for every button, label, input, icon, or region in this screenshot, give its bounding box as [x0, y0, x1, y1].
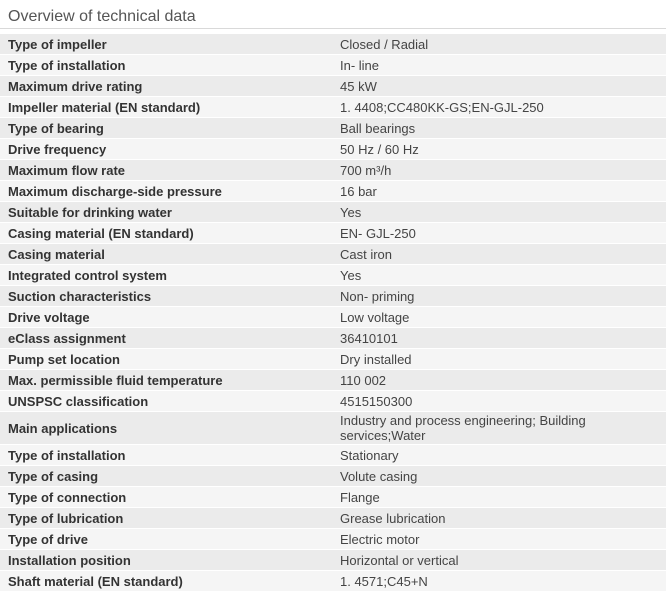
spec-label: Type of lubrication — [0, 508, 332, 529]
spec-label: Type of drive — [0, 529, 332, 550]
spec-label: Type of installation — [0, 55, 332, 76]
spec-label: Drive frequency — [0, 139, 332, 160]
spec-label: Integrated control system — [0, 265, 332, 286]
spec-value: 4515150300 — [332, 391, 666, 412]
spec-label: Type of impeller — [0, 34, 332, 55]
spec-value: Horizontal or vertical — [332, 550, 666, 571]
spec-label: Maximum discharge-side pressure — [0, 181, 332, 202]
table-row — [0, 466, 666, 487]
spec-label: Impeller material (EN standard) — [0, 97, 332, 118]
spec-value: 45 kW — [332, 76, 666, 97]
spec-label: Pump set location — [0, 349, 332, 370]
spec-label: Type of casing — [0, 466, 332, 487]
table-row — [0, 118, 666, 139]
table-row — [0, 97, 666, 118]
spec-value: In- line — [332, 55, 666, 76]
spec-value: EN- GJL-250 — [332, 223, 666, 244]
table-row — [0, 181, 666, 202]
spec-value: Yes — [332, 202, 666, 223]
spec-value: 110 002 — [332, 370, 666, 391]
table-row — [0, 223, 666, 244]
spec-label: Installation position — [0, 550, 332, 571]
spec-value: Non- priming — [332, 286, 666, 307]
table-row — [0, 445, 666, 466]
table-row — [0, 139, 666, 160]
spec-label: Suction characteristics — [0, 286, 332, 307]
table-row — [0, 487, 666, 508]
spec-value: Stationary — [332, 445, 666, 466]
spec-value: Volute casing — [332, 466, 666, 487]
table-row — [0, 391, 666, 412]
spec-label: Maximum drive rating — [0, 76, 332, 97]
spec-value: Dry installed — [332, 349, 666, 370]
table-row — [0, 34, 666, 55]
spec-label: Type of bearing — [0, 118, 332, 139]
spec-value: 700 m³/h — [332, 160, 666, 181]
table-row — [0, 508, 666, 529]
spec-label: Max. permissible fluid temperature — [0, 370, 332, 391]
spec-value: 16 bar — [332, 181, 666, 202]
title-divider — [0, 28, 666, 29]
table-row — [0, 76, 666, 97]
spec-label: Casing material — [0, 244, 332, 265]
spec-value: Industry and process engineering; Building services;Water — [332, 412, 666, 445]
table-row — [0, 529, 666, 550]
spec-label: Shaft material (EN standard) — [0, 571, 332, 592]
table-row — [0, 349, 666, 370]
table-row — [0, 286, 666, 307]
spec-label: Suitable for drinking water — [0, 202, 332, 223]
table-row — [0, 370, 666, 391]
table-row — [0, 571, 666, 592]
table-row — [0, 55, 666, 76]
spec-label: UNSPSC classification — [0, 391, 332, 412]
spec-value: Flange — [332, 487, 666, 508]
spec-value: 50 Hz / 60 Hz — [332, 139, 666, 160]
spec-label: Main applications — [0, 412, 332, 445]
table-row — [0, 244, 666, 265]
spec-value: Electric motor — [332, 529, 666, 550]
technical-data-table — [0, 34, 666, 592]
spec-value: Grease lubrication — [332, 508, 666, 529]
spec-value: 1. 4571;C45+N — [332, 571, 666, 592]
table-row — [0, 202, 666, 223]
spec-value: Closed / Radial — [332, 34, 666, 55]
spec-label: Type of connection — [0, 487, 332, 508]
page-title: Overview of technical data — [8, 8, 196, 25]
spec-value: Ball bearings — [332, 118, 666, 139]
table-row — [0, 307, 666, 328]
spec-label: Type of installation — [0, 445, 332, 466]
table-row — [0, 160, 666, 181]
spec-value: 36410101 — [332, 328, 666, 349]
spec-label: Casing material (EN standard) — [0, 223, 332, 244]
spec-value: Low voltage — [332, 307, 666, 328]
spec-value: Cast iron — [332, 244, 666, 265]
table-row — [0, 550, 666, 571]
spec-label: Maximum flow rate — [0, 160, 332, 181]
spec-label: eClass assignment — [0, 328, 332, 349]
spec-label: Drive voltage — [0, 307, 332, 328]
spec-value: Yes — [332, 265, 666, 286]
table-row — [0, 412, 666, 445]
table-row — [0, 265, 666, 286]
spec-value: 1. 4408;CC480KK-GS;EN-GJL-250 — [332, 97, 666, 118]
table-row — [0, 328, 666, 349]
